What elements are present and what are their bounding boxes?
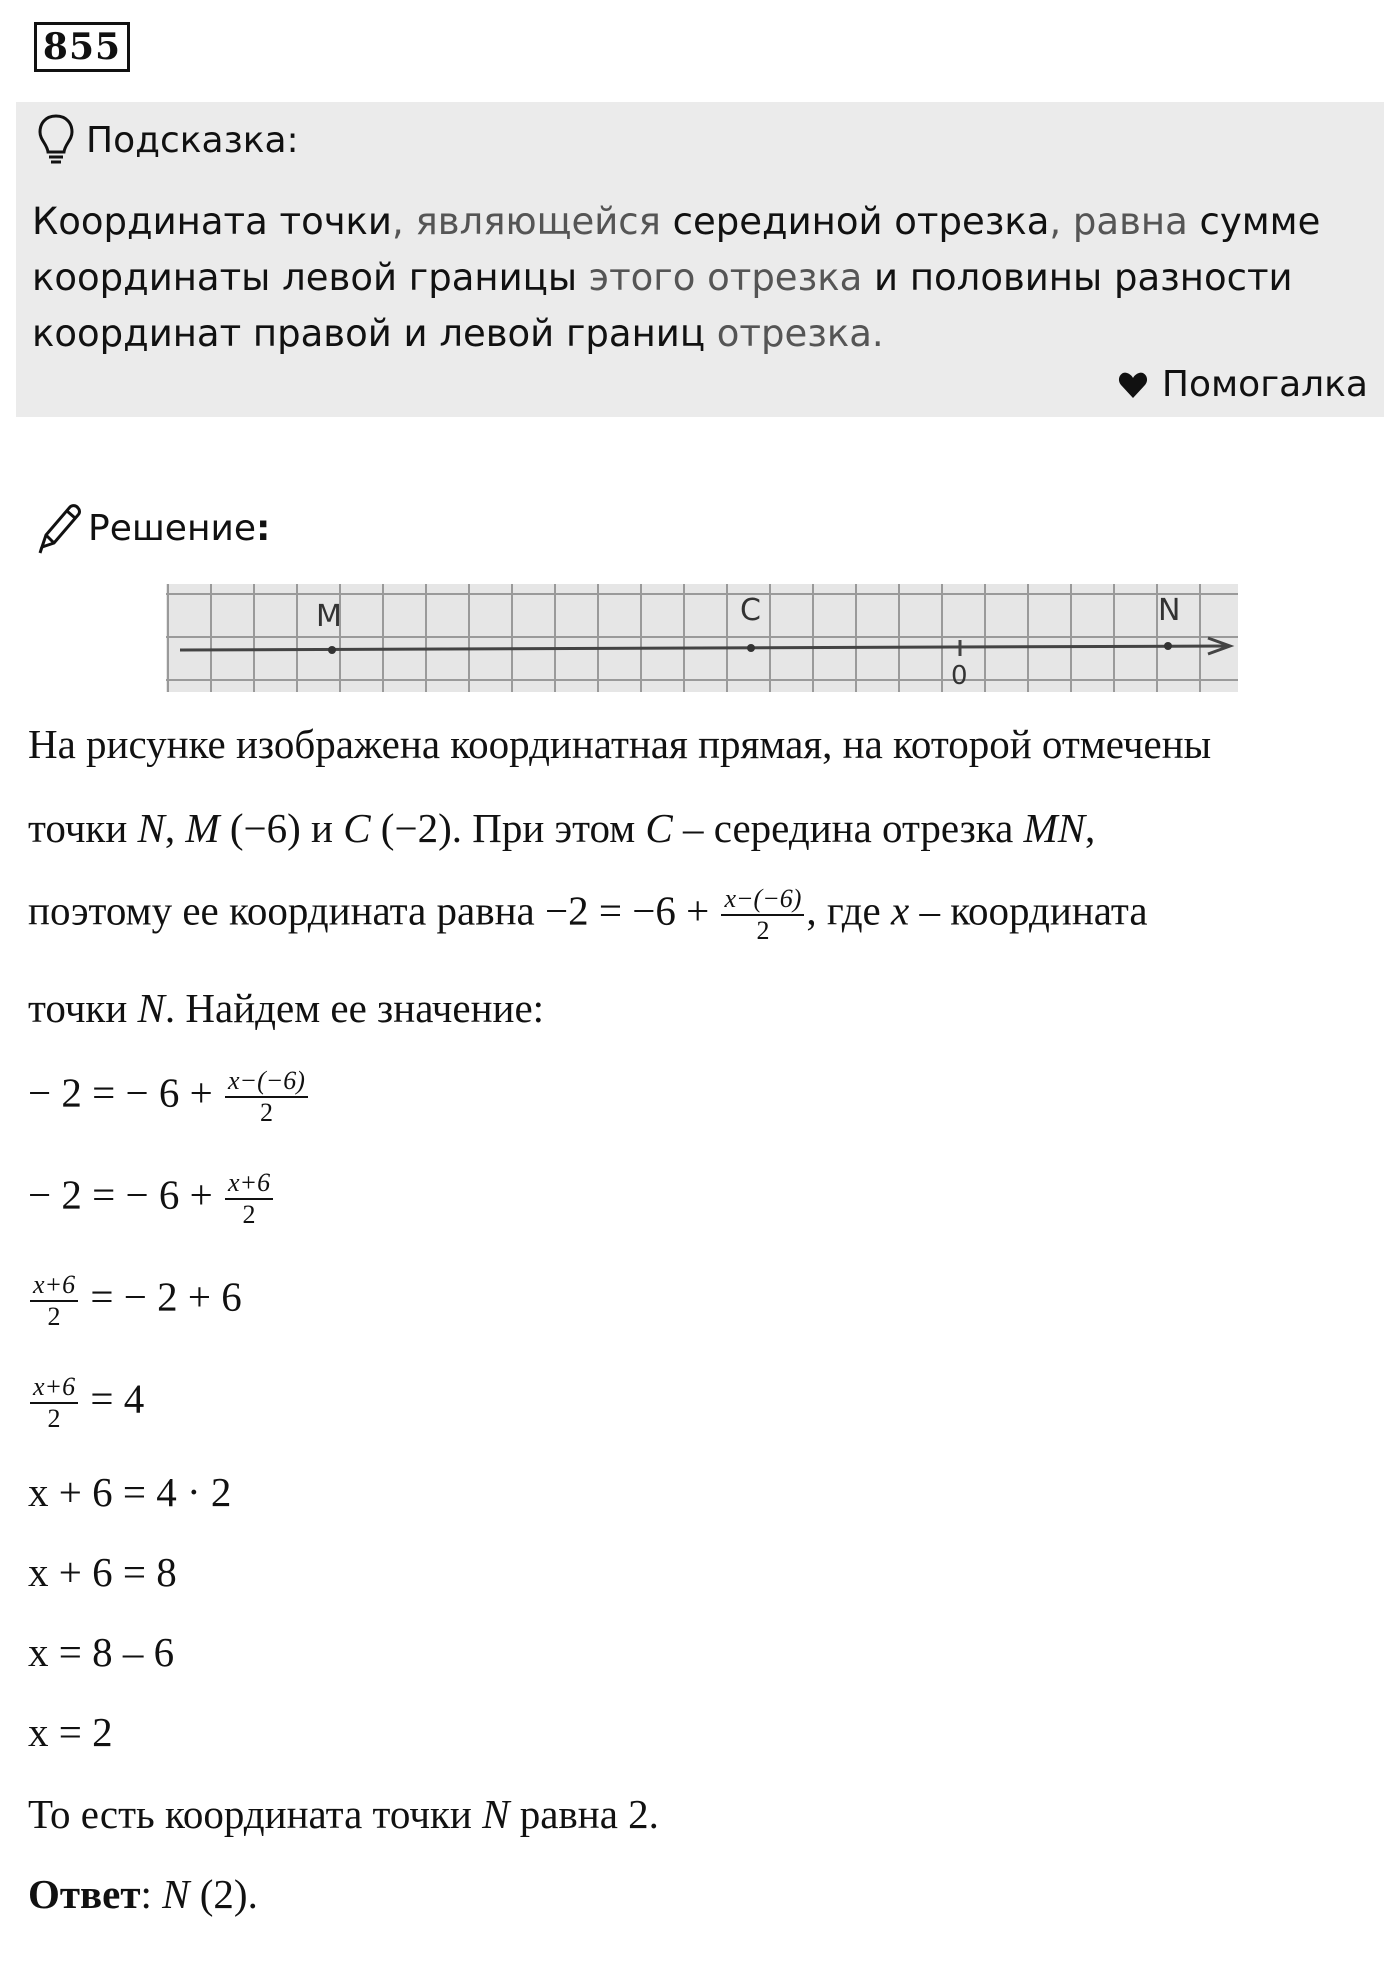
heart-icon (1118, 371, 1148, 399)
equation-4: $\frac{x+6}{2}$ = 4 (28, 1372, 144, 1434)
solution-title: Решение (88, 507, 257, 549)
hint-segment: Координата точки (32, 200, 392, 243)
hint-segment: координаты левой границы (32, 256, 578, 299)
hint-line-3 (32, 306, 1352, 362)
hint-panel (16, 102, 1384, 417)
hint-segment: и половины разности (874, 256, 1293, 299)
label-C: C (740, 593, 761, 628)
hint-line-2 (32, 250, 1352, 306)
hint-segment: , равна (1049, 200, 1200, 243)
paragraph-line-1: На рисунке изображена координатная прямая, на которой отмечены (28, 721, 1212, 767)
equation-1: − 2 = − 6 + $\frac{x-(-6)}{2}$ (28, 1066, 310, 1128)
solution-colon: : (256, 507, 271, 549)
answer-label: Ответ (28, 1871, 141, 1917)
label-M: M (316, 599, 342, 634)
equation-8: x = 2 (28, 1709, 113, 1755)
hint-segment: сумме (1199, 200, 1321, 243)
hint-segment: серединой отрезка (672, 200, 1050, 243)
solution-header (34, 500, 270, 556)
brand-name: Помогалка (1161, 364, 1368, 405)
hint-segment: координат правой и левой границ (32, 312, 706, 355)
point-M (328, 646, 336, 654)
point-N (1164, 642, 1172, 650)
equation-6: x + 6 = 8 (28, 1549, 177, 1595)
pencil-icon (34, 501, 82, 555)
number-line-figure (166, 584, 1238, 692)
hint-segment: этого отрезка (577, 256, 875, 299)
hint-line-1 (32, 194, 1352, 250)
label-zero: 0 (951, 661, 968, 691)
hint-title: Подсказка: (86, 119, 299, 161)
equation-2: − 2 = − 6 + $\frac{x+6}{2}$ (28, 1168, 275, 1230)
conclusion: То есть координата точки N равна 2. (28, 1791, 659, 1837)
lightbulb-icon (36, 112, 76, 168)
task-number: 855 (34, 22, 130, 72)
answer: Ответ: N (2). (28, 1871, 258, 1917)
paragraph-line-4: точки N. Найдем ее значение: (28, 985, 545, 1031)
fraction: $\frac{x-(-6)}{2}$ (721, 884, 804, 946)
hint-header (36, 112, 299, 168)
label-N: N (1158, 593, 1181, 628)
point-C (747, 644, 755, 652)
paragraph-line-3: поэтому ее координата равна −2 = −6 + $\frac{x-(-6)}{2}$ , где x – координата (28, 884, 1148, 945)
hint-text (32, 194, 1352, 362)
paragraph-line-2: точки N, M (−6) и C (−2). При этом C – середина отрезка MN, (28, 805, 1096, 851)
equation-5: x + 6 = 4 · 2 (28, 1469, 232, 1515)
equation-3: $\frac{x+6}{2}$ = − 2 + 6 (28, 1270, 242, 1332)
brand (1118, 364, 1368, 405)
hint-segment: отрезка. (705, 312, 884, 355)
equation-7: x = 8 – 6 (28, 1629, 175, 1675)
hint-segment: , являющейся (391, 200, 673, 243)
